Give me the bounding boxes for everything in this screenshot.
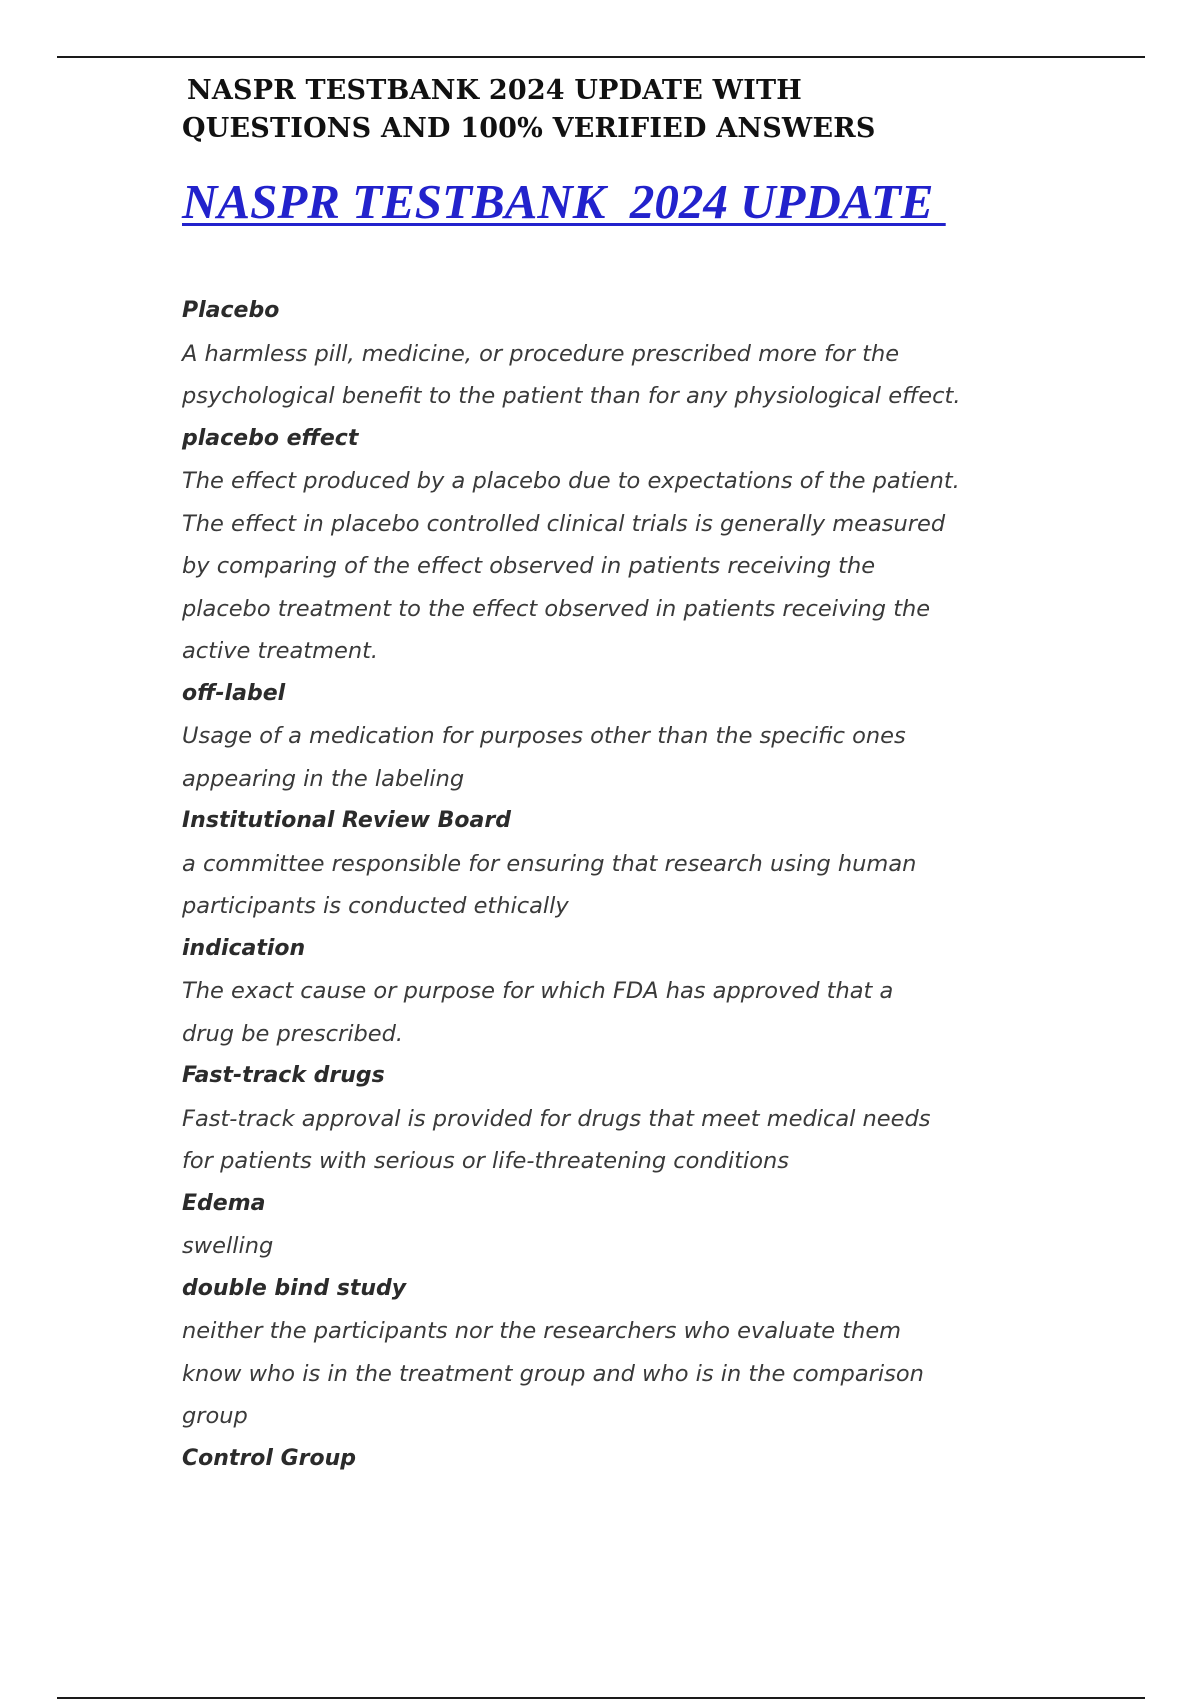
banner-heading: NASPR TESTBANK 2024 UPDATE xyxy=(182,174,946,229)
definition-line: participants is conducted ethically xyxy=(182,893,569,919)
term: Edema xyxy=(182,1190,266,1216)
definition-line: psychological benefit to the patient than for any physiological effect. xyxy=(182,383,961,409)
title-line-1: NASPR TESTBANK 2024 UPDATE WITH xyxy=(187,75,802,106)
definition-line: group xyxy=(182,1403,248,1429)
term: placebo effect xyxy=(182,425,359,451)
term: double bind study xyxy=(182,1275,407,1301)
term: indication xyxy=(182,935,306,961)
term: Fast-track drugs xyxy=(182,1063,385,1088)
document-body xyxy=(182,72,1082,1480)
definition-line: The exact cause or purpose for which FDA has approved that a xyxy=(182,978,894,1004)
entry-double-bind-study xyxy=(182,1268,1082,1438)
document-title xyxy=(182,72,1082,148)
term: Control Group xyxy=(182,1445,357,1471)
definition-line: Fast-track approval is provided for drugs that meet medical needs xyxy=(182,1105,931,1132)
definition-line: swelling xyxy=(182,1233,274,1259)
entry-placebo xyxy=(182,290,1082,418)
definition-line: The effect produced by a placebo due to expectations of the patient. xyxy=(182,468,960,494)
definition-line: drug be prescribed. xyxy=(182,1020,404,1047)
term: Institutional Review Board xyxy=(182,808,511,833)
definition-line: appearing in the labeling xyxy=(182,765,465,792)
entry-placebo-effect xyxy=(182,418,1082,673)
definition-line: know who is in the treatment group and who is in the comparison xyxy=(182,1360,924,1387)
term: Placebo xyxy=(182,298,280,323)
bottom-rule xyxy=(57,1697,1145,1699)
definition-line: active treatment. xyxy=(182,638,379,664)
definition-line: neither the participants nor the researchers who evaluate them xyxy=(182,1318,902,1344)
entry-fast-track-drugs xyxy=(182,1055,1082,1183)
definition-line: a committee responsible for ensuring that research using human xyxy=(182,850,917,877)
definition-line: Usage of a medication for purposes other than the specific ones xyxy=(182,723,906,749)
top-rule xyxy=(57,56,1145,58)
title-line-2: QUESTIONS AND 100% VERIFIED ANSWERS xyxy=(182,113,876,144)
definition-line: The effect in placebo controlled clinical trials is generally measured xyxy=(182,510,946,537)
definition-line: by comparing of the effect observed in patients receiving the xyxy=(182,553,876,579)
term-list xyxy=(182,290,1082,1480)
entry-institutional-review-board xyxy=(182,800,1082,928)
entry-control-group xyxy=(182,1438,1082,1481)
entry-edema xyxy=(182,1183,1082,1268)
term: off-label xyxy=(182,680,286,706)
definition-line: placebo treatment to the effect observed in patients receiving the xyxy=(182,595,931,622)
definition-line: for patients with serious or life-threatening conditions xyxy=(182,1148,790,1174)
entry-off-label xyxy=(182,673,1082,801)
definition-line: A harmless pill, medicine, or procedure prescribed more for the xyxy=(182,340,900,367)
entry-indication xyxy=(182,928,1082,1056)
